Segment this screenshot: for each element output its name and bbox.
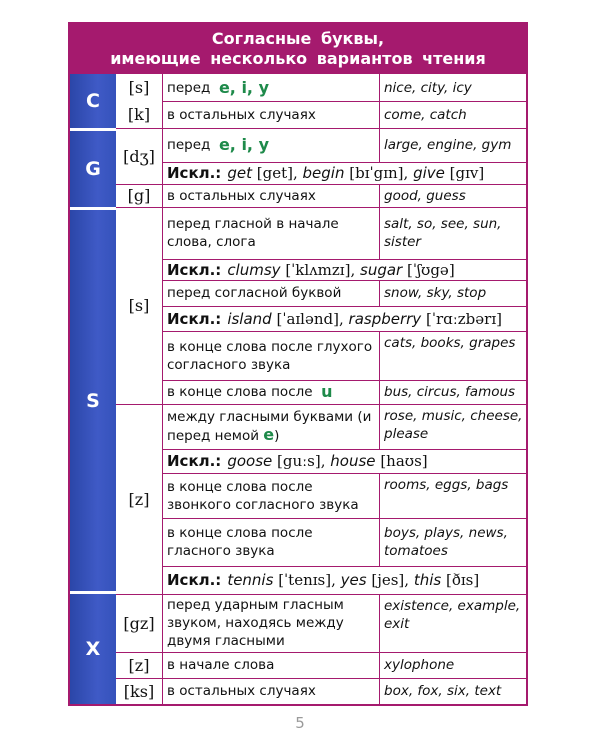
rule-text: перед ударным гласным звуком, находясь между двумя гласными: [167, 597, 344, 649]
exception-row: Искл.: tennis [ˈtenɪs], yes [jes], this [ðɪs]: [167, 571, 480, 589]
header-line-2: имеющие несколько вариантов чтения: [110, 49, 486, 68]
vowel-highlight: u: [321, 382, 333, 401]
letter-g: G: [70, 131, 116, 207]
letter-s: S: [70, 210, 116, 591]
exception-row: Искл.: get [get], begin [bɪˈgɪn], give [gɪv]: [167, 164, 485, 182]
phoneme: [k]: [127, 105, 151, 124]
phoneme: [z]: [128, 489, 150, 509]
column-divider: [379, 473, 380, 566]
rule-text: перед согласной буквой: [167, 285, 342, 301]
examples: nice, city, icy: [384, 79, 472, 96]
phoneme: [s]: [128, 296, 150, 315]
vowel-highlight: e, i, y: [218, 135, 269, 154]
phoneme: [gz]: [123, 613, 155, 633]
examples: large, engine, gym: [384, 137, 512, 153]
phoneme: [dʒ]: [123, 146, 155, 166]
examples: xylophone: [384, 657, 455, 673]
examples: boys, plays, news, tomatoes: [384, 525, 508, 559]
phoneme: [ks]: [123, 681, 155, 701]
examples: come, catch: [384, 106, 467, 123]
rule-text: в остальных случаях: [167, 106, 316, 123]
rule-text: в остальных случаях: [167, 683, 316, 699]
column-divider: [162, 74, 163, 704]
letter-c: C: [70, 74, 116, 128]
examples: rose, music, cheese, please: [384, 408, 523, 442]
column-divider: [379, 331, 380, 449]
rule-text: перед e, i, y: [167, 77, 269, 97]
examples: existence, example, exit: [384, 598, 521, 632]
column-divider: [379, 280, 380, 306]
examples: good, guess: [384, 187, 466, 204]
rule-text: в конце слова после гласного звука: [167, 525, 313, 559]
rules-card: [68, 22, 528, 706]
card-header: [70, 24, 526, 74]
exception-row: Искл.: goose [guːs], house [haʊs]: [167, 452, 428, 470]
examples: salt, so, see, sun, sister: [384, 216, 502, 250]
page-number: 5: [295, 714, 305, 732]
rule-text: перед гласной в начале слова, слога: [167, 216, 339, 250]
phoneme: [s]: [128, 78, 150, 97]
rule-text: в остальных случаях: [167, 187, 316, 204]
examples: cats, books, grapes: [384, 335, 516, 351]
exception-row: Искл.: clumsy [ˈklʌmzɪ], sugar [ˈʃʊgə]: [167, 260, 455, 279]
column-divider: [379, 184, 380, 259]
vowel-highlight: e, i, y: [218, 77, 269, 97]
letter-x: X: [70, 594, 116, 704]
phoneme: [g]: [127, 186, 151, 205]
header-line-1: Согласные буквы,: [211, 29, 385, 48]
examples: snow, sky, stop: [384, 285, 487, 301]
rule-text: в конце слова после глухого согласного звука: [167, 338, 373, 373]
examples: bus, circus, famous: [384, 384, 516, 400]
rule-text: в конце слова после звонкого согласного звука: [167, 478, 359, 513]
rule-text: в конце слова после u: [167, 382, 333, 401]
rule-text: перед e, i, y: [167, 135, 269, 154]
exception-row: Искл.: island [ˈaɪlənd], raspberry [ˈrɑːzbərɪ]: [167, 309, 502, 328]
rule-text: между гласными буквами (и перед немой e): [167, 409, 372, 444]
column-divider: [379, 594, 380, 704]
phoneme: [z]: [128, 655, 150, 675]
column-divider: [379, 74, 380, 162]
rule-text: в начале слова: [167, 657, 275, 673]
examples: box, fox, six, text: [384, 683, 502, 699]
examples: rooms, eggs, bags: [384, 477, 509, 493]
vowel-highlight: e: [263, 425, 275, 444]
